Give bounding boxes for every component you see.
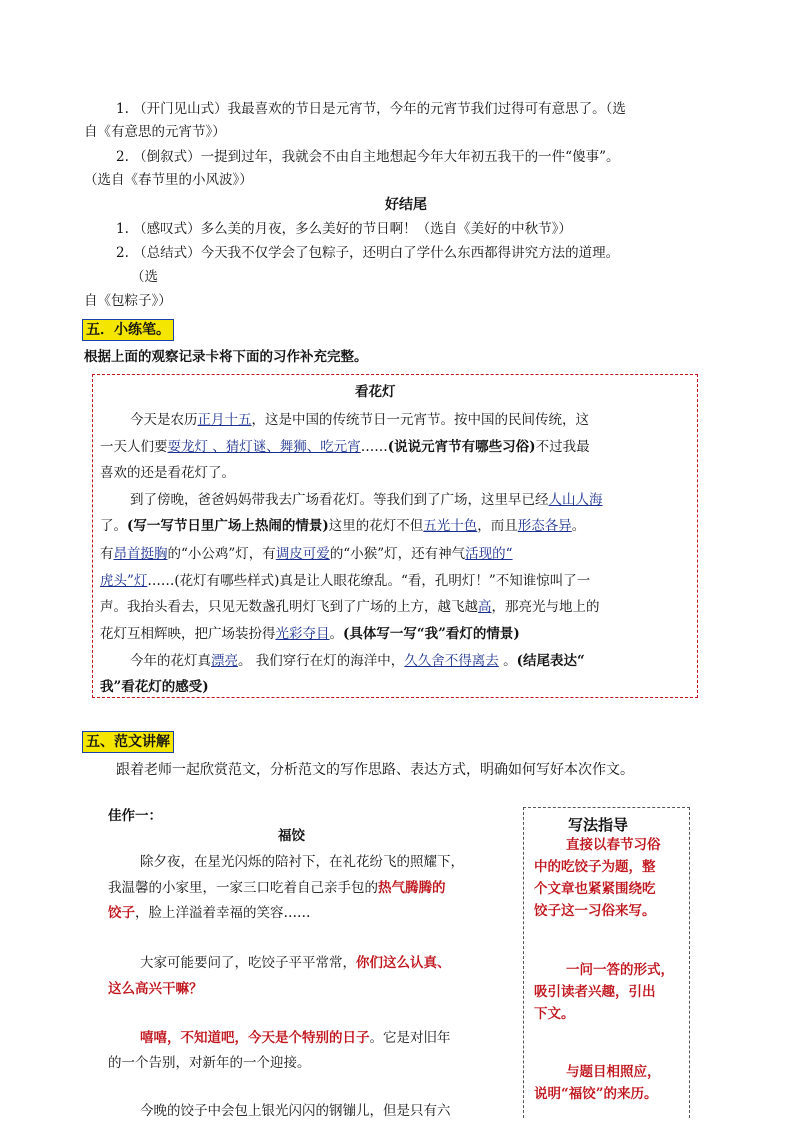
fill-dazzle: 光彩夺目 xyxy=(275,626,330,642)
section-model-instruction: 跟着老师一起欣赏范文，分析范文的写作思路、表达方式，明确如何写好本次作文。 xyxy=(116,762,634,778)
fill-reluctant: 久久舍不得离去 xyxy=(404,653,499,669)
model-label: 佳作一： xyxy=(108,808,162,824)
fill-high: 高 xyxy=(478,599,492,615)
fill-beautiful: 漂亮 xyxy=(211,653,238,669)
practice-line-1: 今天是农历正月十五，这是中国的传统节日一元宵节。按中国的民间传统，这 xyxy=(130,412,589,428)
model-essay-title: 福饺 xyxy=(278,828,305,844)
section-practice-instruction: 根据上面的观察记录卡将下面的习作补充完整。 xyxy=(84,349,368,365)
model-para1-line3: 饺子，脸上洋溢着幸福的笑容…… xyxy=(108,905,311,921)
fill-colors: 五光十色 xyxy=(423,518,478,534)
guide-note1-line1: 直接以春节习俗 xyxy=(566,837,661,853)
practice-line-9: 花灯互相辉映，把广场装扮得光彩夺目。(具体写一写“我”看灯的情景) xyxy=(100,626,520,642)
hint-square: (写一写节日里广场上热闹的情景) xyxy=(127,518,329,534)
guide-note3-line1: 与题目相照应， xyxy=(566,1064,661,1080)
ending-title: 好结尾 xyxy=(385,197,427,213)
model-para2-line2: 这么高兴干嘛？ xyxy=(108,981,203,997)
guide-note1-line2: 中的吃饺子为题，整 xyxy=(534,859,656,875)
hint-watching: (具体写一写“我”看灯的情景) xyxy=(343,626,520,642)
section-practice-heading: 五．小练笔。 xyxy=(82,319,174,341)
model-para1-line1: 除夕夜，在星光闪烁的陪衬下，在礼花纷飞的照耀下， xyxy=(140,854,464,870)
hint-customs: (说说元宵节有哪些习俗) xyxy=(387,439,536,455)
ending-item-2-line-2: （选 xyxy=(131,269,158,285)
model-para3-line1: 嘻嘻，不知道吧，今天是个特别的日子。它是对旧年 xyxy=(140,1030,451,1046)
ending-item-2-line-1: 2. （总结式）今天我不仅学会了包粽子，还明白了学什么东西都得讲究方法的道理。 xyxy=(116,245,620,261)
practice-essay-title: 看花灯 xyxy=(355,384,396,400)
practice-line-4: 到了傍晚，爸爸妈妈带我去广场看花灯。等我们到了广场，这里早已经人山人海 xyxy=(130,492,603,508)
ending-item-1: 1. （感叹式）多么美的月夜，多么美好的节日啊！（选自《美好的中秋节》） xyxy=(116,221,572,237)
fill-customs: 耍龙灯 、猜灯谜、舞狮、吃元宵 xyxy=(167,439,361,455)
guide-note2-line1: 一问一答的形式， xyxy=(566,962,674,978)
model-para4-line1: 今晚的饺子中会包上银光闪闪的钢镚儿，但是只有六 xyxy=(140,1103,451,1119)
fill-shapes: 形态各异 xyxy=(517,518,572,534)
opening-item-1-line-1: 1. （开门见山式）我最喜欢的节日是元宵节，今年的元宵节我们过得可有意思了。（选 xyxy=(116,101,626,117)
fill-date: 正月十五 xyxy=(197,412,252,428)
guide-note1-line3: 个文章也紧紧围绕吃 xyxy=(534,881,656,897)
model-para1-line2: 我温馨的小家里，一家三口吃着自己亲手包的热气腾腾的 xyxy=(108,880,446,896)
fill-crowd: 人山人海 xyxy=(548,492,603,508)
guide-note1-line4: 饺子这一习俗来写。 xyxy=(534,903,656,919)
practice-line-7: 虎头”灯……(花灯有哪些样式)真是让人眼花缭乱。“看，孔明灯！”不知谁惊叫了一 xyxy=(100,573,591,589)
practice-line-2: 一天人们要耍龙灯 、猜灯谜、舞狮、吃元宵……(说说元宵节有哪些习俗)不过我最 xyxy=(100,439,590,455)
opening-item-1-line-2: 自《有意思的元宵节》） xyxy=(84,124,226,140)
fill-tiger-2: 虎头”灯 xyxy=(100,573,148,589)
hint-ending-a: (结尾表达“ xyxy=(516,653,585,669)
model-para2-line1: 大家可能要问了，吃饺子平平常常，你们这么认真、 xyxy=(140,955,451,971)
fill-monkey: 调皮可爱 xyxy=(275,546,330,562)
opening-item-2-line-1: 2. （倒叙式）一提到过年，我就会不由自主地想起今年大年初五我干的一件“傻事”。 xyxy=(116,149,620,165)
fill-tiger-1: 活现的“ xyxy=(465,546,513,562)
practice-line-6: 有昂首挺胸的“小公鸡”灯，有调皮可爱的“小猴”灯，还有神气活现的“ xyxy=(100,546,513,562)
practice-line-10: 今年的花灯真漂亮。 我们穿行在灯的海洋中，久久舍不得离去 。(结尾表达“ xyxy=(130,653,585,669)
guide-note3-line2: 说明“福饺”的来历。 xyxy=(534,1086,658,1102)
practice-line-5: 了。(写一写节日里广场上热闹的情景)这里的花灯不但五光十色，而且形态各异。 xyxy=(100,518,586,534)
practice-line-8: 声。我抬头看去，只见无数盏孔明灯飞到了广场的上方，越飞越高，那亮光与地上的 xyxy=(100,599,600,615)
opening-item-2-line-2: （选自《春节里的小风波》） xyxy=(84,172,253,188)
model-para3-line2: 的一个告别，对新年的一个迎接。 xyxy=(108,1055,311,1071)
practice-line-3: 喜欢的还是看花灯了。 xyxy=(100,465,235,481)
fill-rooster: 昂首挺胸 xyxy=(113,546,168,562)
ending-item-2-line-3: 自《包粽子》） xyxy=(84,293,172,309)
writing-guide-title: 写法指导 xyxy=(568,816,629,834)
guide-note2-line2: 吸引读者兴趣，引出 xyxy=(534,984,656,1000)
section-model-heading: 五、范文讲解 xyxy=(82,731,174,753)
hint-ending-b: 我”看花灯的感受) xyxy=(100,679,209,695)
guide-note2-line3: 下文。 xyxy=(534,1006,575,1022)
